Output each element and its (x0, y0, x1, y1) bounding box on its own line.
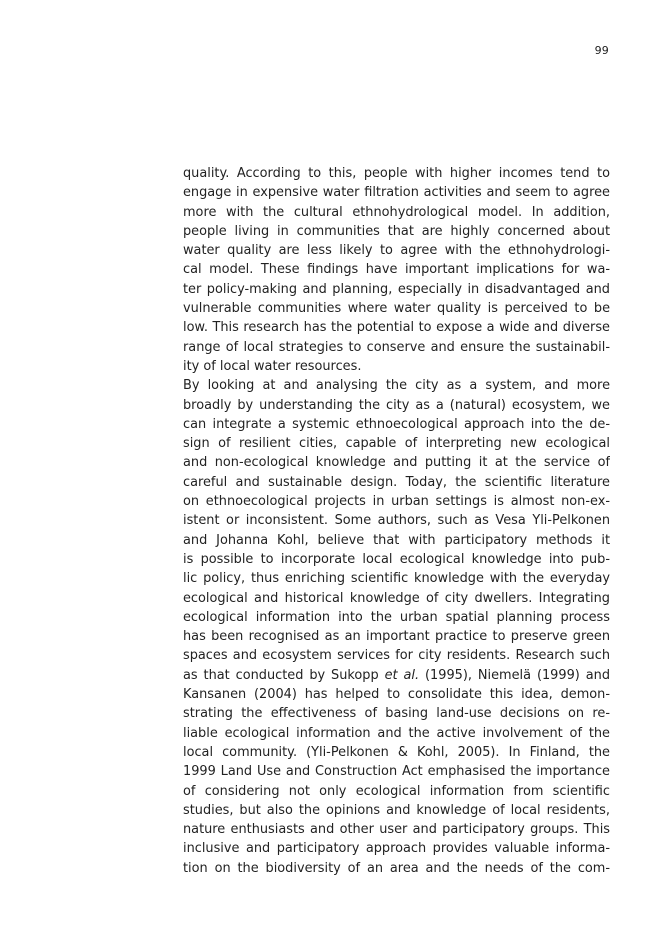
text-line: By looking at and analysing the city as a system, and more (183, 378, 610, 394)
text-line: broadly by understanding the city as a (natural) ecosystem, we (183, 397, 610, 413)
text-line: ter policy-making and planning, especially in disadvantaged and (183, 281, 610, 297)
text-line: local community. (Yli-Pelkonen & Kohl, 2005). In Finland, the (183, 744, 610, 760)
text-line: studies, but also the opinions and knowledge of local residents, (183, 802, 610, 818)
text-line: and non-ecological knowledge and putting it at the service of (183, 455, 610, 471)
text-line: on ethnoecological projects in urban settings is almost non-ex- (183, 494, 610, 510)
text-line: low. This research has the potential to expose a wide and diverse (183, 320, 610, 336)
page-number: 99 (594, 44, 609, 57)
text-line: strating the effectiveness of basing land-use decisions on re- (183, 706, 610, 722)
text-line: of considering not only ecological information from scientific (183, 783, 610, 799)
text-line: istent or inconsistent. Some authors, such as Vesa Yli-Pelkonen (183, 513, 610, 529)
text-line: and Johanna Kohl, believe that with participatory methods it (183, 532, 610, 548)
text-line: can integrate a systemic ethnoecological approach into the de- (183, 416, 610, 432)
paragraph-end-line: ity of local water resources. (183, 358, 362, 374)
text-line: has been recognised as an important practice to preserve green (183, 629, 610, 645)
text-segment: (1995), Niemelä (1999) and (419, 667, 610, 683)
text-line: range of local strategies to conserve and ensure the sustainabil- (183, 339, 610, 355)
text-line: quality. According to this, people with higher incomes tend to (183, 166, 610, 181)
text-segment: as that conducted by Sukopp (183, 667, 385, 683)
text-line: ecological and historical knowledge of city dwellers. Integrating (183, 590, 610, 606)
italic-citation: et al. (384, 667, 420, 683)
text-line: people living in communities that are highly concerned about (183, 223, 610, 239)
text-line: Kansanen (2004) has helped to consolidate this idea, demon- (183, 687, 610, 703)
text-line: careful and sustainable design. Today, the scientific literature (183, 474, 610, 490)
text-line: inclusive and participatory approach provides valuable informa- (183, 841, 610, 857)
text-line: vulnerable communities where water quality is perceived to be (183, 301, 610, 317)
text-line: 1999 Land Use and Construction Act emphasised the importance (183, 764, 610, 780)
text-line: nature enthusiasts and other user and participatory groups. This (183, 822, 610, 838)
body-text (183, 164, 610, 878)
text-line: lic policy, thus enriching scientific knowledge with the everyday (183, 571, 610, 587)
text-line: spaces and ecosystem services for city residents. Research such (183, 648, 610, 664)
text-line: engage in expensive water filtration activities and seem to agree (183, 185, 610, 201)
text-line: cal model. These findings have important implications for wa- (183, 262, 610, 278)
text-line: is possible to incorporate local ecological knowledge into pub- (183, 551, 610, 567)
text-line: tion on the biodiversity of an area and the needs of the com- (183, 860, 610, 876)
text-line: ecological information into the urban spatial planning process (183, 609, 610, 625)
text-line: sign of resilient cities, capable of interpreting new ecological (183, 436, 610, 452)
text-line: water quality are less likely to agree with the ethnohydrologi- (183, 243, 610, 259)
text-line-with-citation (183, 666, 610, 685)
text-line: liable ecological information and the active involvement of the (183, 725, 610, 741)
text-line: more with the cultural ethnohydrological model. In addition, (183, 204, 610, 220)
